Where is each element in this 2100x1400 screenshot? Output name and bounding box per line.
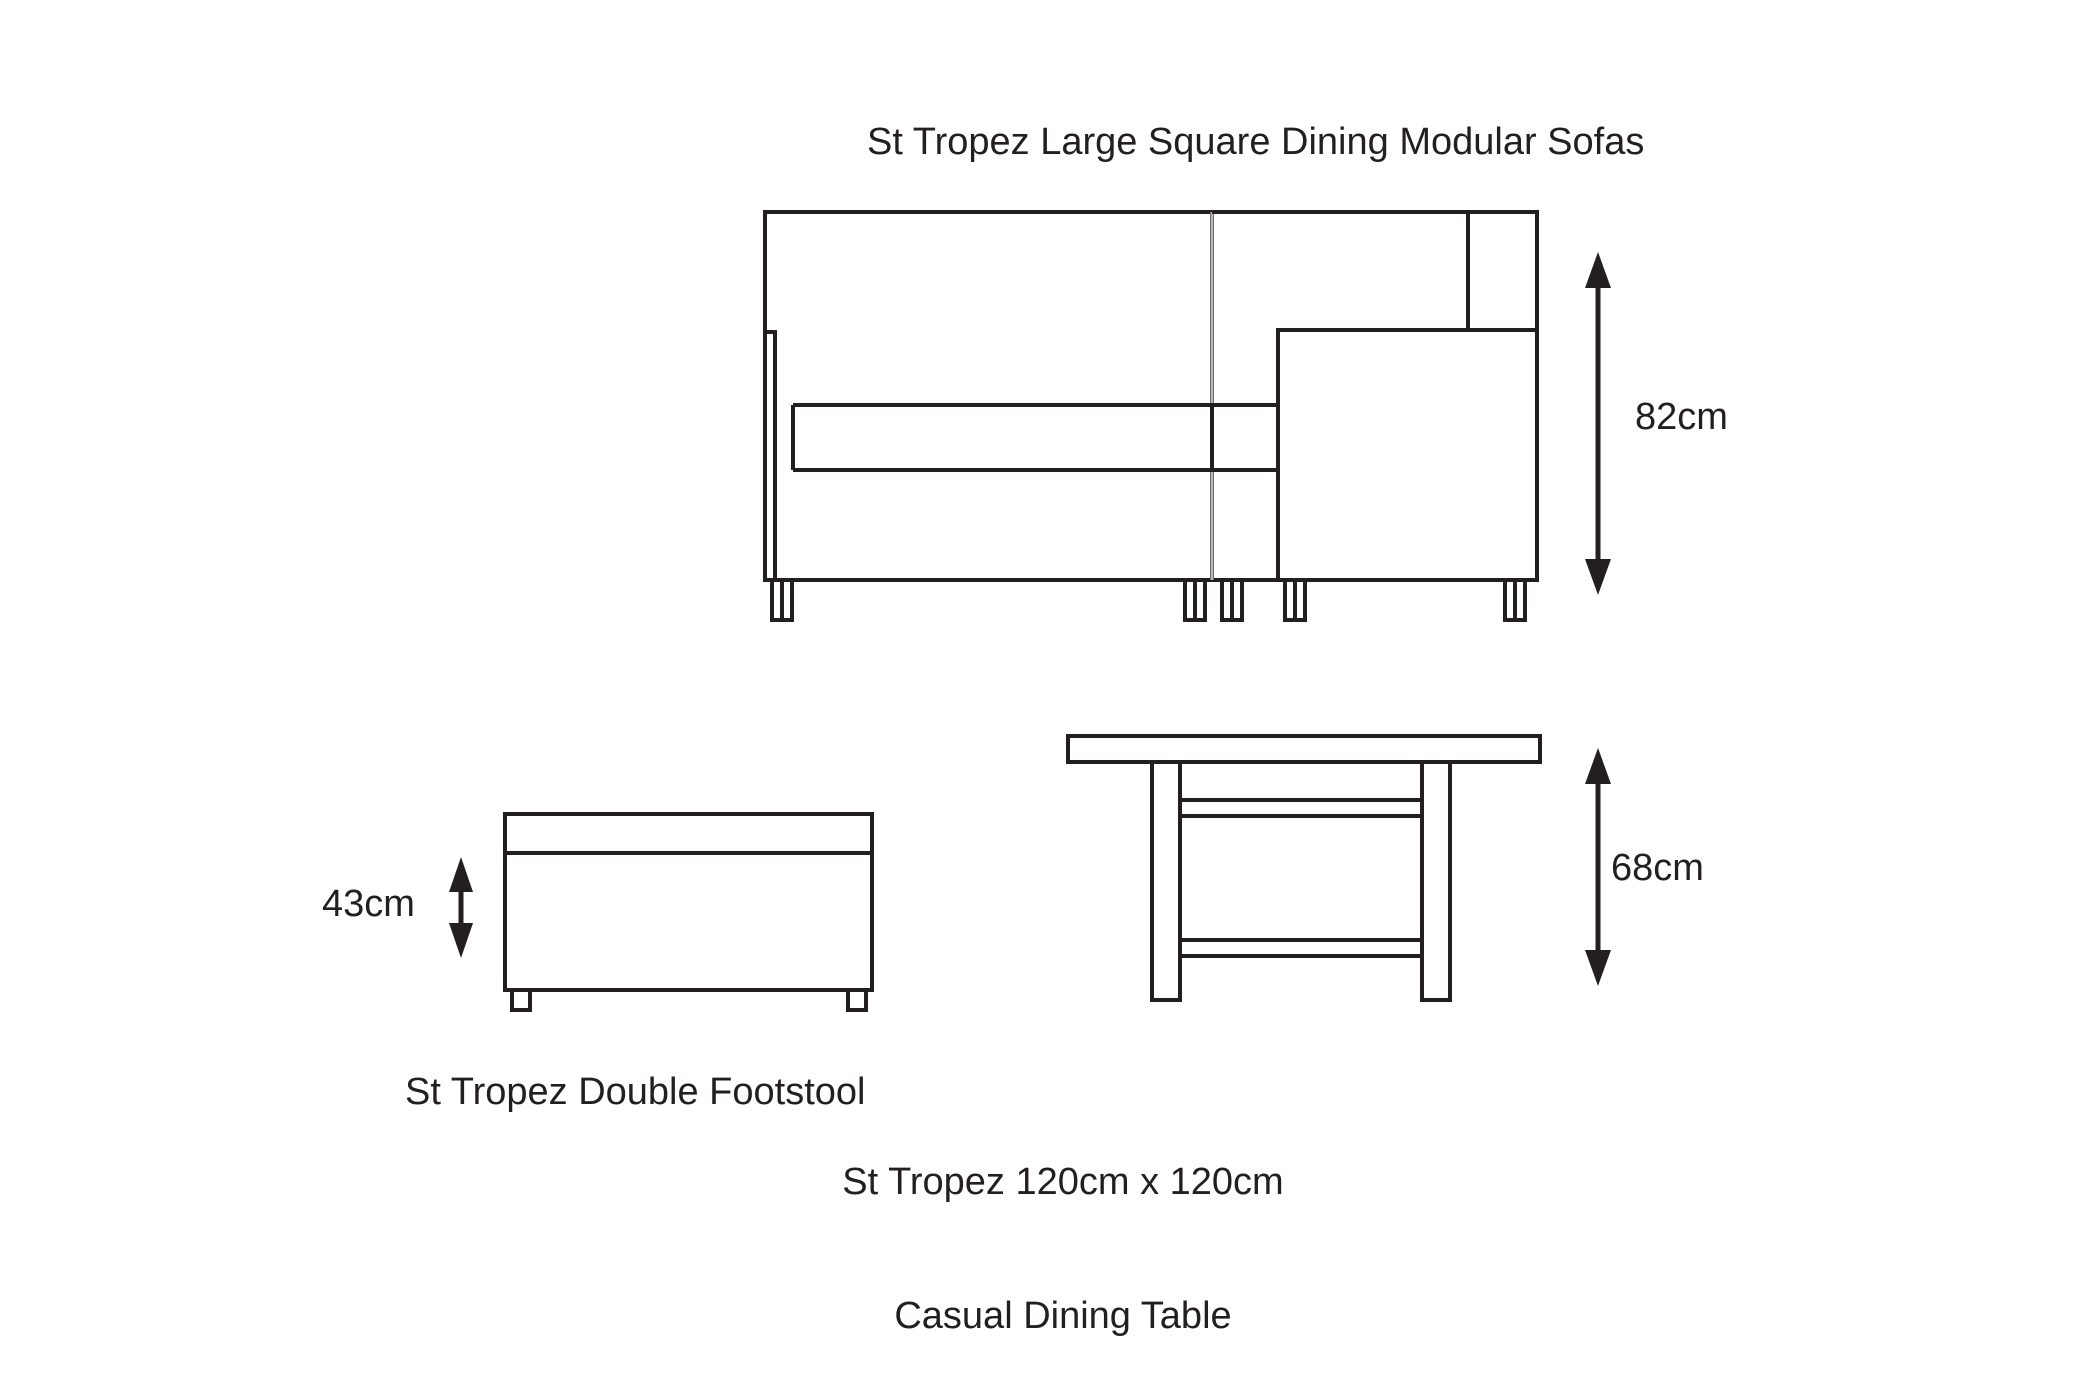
sofa-dimension-label: 82cm [1635, 396, 1728, 438]
sofa-drawing [765, 212, 1537, 620]
dining-table-drawing [1068, 736, 1540, 1000]
footstool-drawing [505, 814, 872, 1010]
dining-table-caption [842, 1070, 1283, 1384]
footstool-dimension-label: 43cm [322, 883, 415, 925]
footstool-caption: St Tropez Double Footstool [405, 1071, 866, 1113]
footstool-dimension-arrow [449, 857, 473, 958]
dining-table-caption-line-2: Casual Dining Table [894, 1295, 1232, 1338]
sofa-title: St Tropez Large Square Dining Modular Sofas [867, 121, 1645, 163]
dining-table-dimension-arrow [1585, 748, 1611, 986]
sofa-dimension-arrow [1585, 252, 1611, 595]
dining-table-dimension-label: 68cm [1611, 847, 1704, 889]
dining-table-caption-line-1: St Tropez 120cm x 120cm [842, 1160, 1284, 1203]
